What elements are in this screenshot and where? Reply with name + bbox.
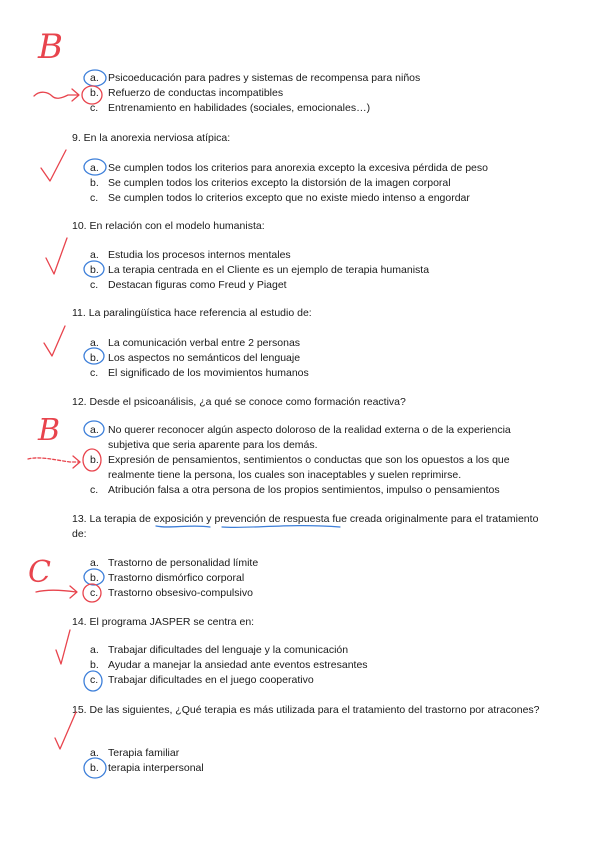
check-mark xyxy=(41,150,66,181)
option-text: Trastorno obsesivo-compulsivo xyxy=(108,587,253,599)
option-letter: c. xyxy=(90,102,99,114)
option-letter: c. xyxy=(90,587,99,599)
option-letter: c. xyxy=(90,367,99,379)
option-letter: b. xyxy=(90,572,99,584)
option-letter: c. xyxy=(90,279,99,291)
option-text: Se cumplen todos los criterios para anorexia excepto la excesiva pérdida de peso xyxy=(108,162,488,174)
option-letter: b. xyxy=(90,264,99,276)
option-text: Trastorno de personalidad límite xyxy=(108,557,259,569)
option-letter: a. xyxy=(90,424,99,436)
option-letter: a. xyxy=(90,249,99,261)
option-text: Trabajar dificultades del lenguaje y la comunicación xyxy=(108,644,349,656)
option-letter: c. xyxy=(90,674,99,686)
option-letter: b. xyxy=(90,762,99,774)
margin-mark-q13: C xyxy=(28,555,51,590)
arrow-head xyxy=(73,456,80,468)
option-letter: a. xyxy=(90,72,99,84)
check-mark xyxy=(56,630,70,664)
option-text: Trastorno dismórfico corporal xyxy=(108,572,245,584)
option-text: No querer reconocer algún aspecto doloroso de la realidad externa o de la experiencia subjetiva que seria aparente para los demás. xyxy=(108,424,511,451)
option-text: Psicoeducación para padres y sistemas de recompensa para niños xyxy=(108,72,421,84)
option-letter: c. xyxy=(90,484,99,496)
question-14: 14. El programa JASPER se centra en: xyxy=(72,616,255,628)
arrow-mark xyxy=(34,92,78,98)
question-text: fue creada originalmente para el tratamiento de: xyxy=(72,513,539,540)
option-text: Destacan figuras como Freud y Piaget xyxy=(108,279,287,291)
option-text: Se cumplen todos lo criterios excepto que no existe miedo intenso a engordar xyxy=(108,192,470,204)
question-15: 15. De las siguientes, ¿Qué terapia es más utilizada para el tratamiento del trastorno por atracones? xyxy=(72,704,540,716)
option-text: Terapia familiar xyxy=(108,747,180,759)
option-text: Los aspectos no semánticos del lenguaje xyxy=(108,352,301,364)
option-letter: a. xyxy=(90,747,99,759)
option-letter: c. xyxy=(90,192,99,204)
option-letter: b. xyxy=(90,177,99,189)
option-text: Se cumplen todos los criterios excepto la distorsión de la imagen corporal xyxy=(108,177,451,189)
option-letter: a. xyxy=(90,644,99,656)
option-letter: b. xyxy=(90,352,99,364)
option-text: La comunicación verbal entre 2 personas xyxy=(108,337,301,349)
option-text: Estudia los procesos internos mentales xyxy=(108,249,291,261)
arrow-head xyxy=(72,89,79,101)
question-10: 10. En relación con el modelo humanista: xyxy=(72,220,265,232)
arrow-head xyxy=(70,586,77,598)
question-12: 12. Desde el psicoanálisis, ¿a qué se conoce como formación reactiva? xyxy=(72,396,406,408)
question-text: 13. La terapia de xyxy=(72,513,154,525)
option-letter: a. xyxy=(90,162,99,174)
question-text: y xyxy=(203,513,215,525)
check-mark xyxy=(44,326,65,356)
underlined-term: prevención de respuesta xyxy=(214,513,330,525)
question-11: 11. La paralingüística hace referencia al estudio de: xyxy=(72,307,312,319)
option-text: Expresión de pensamientos, sentimientos o conductas que son los opuestos a los que realmente tiene la persona, los cuales son inaceptables y suelen reprimirse. xyxy=(108,454,510,481)
option-text: Atribución falsa a otra persona de los propios sentimientos, impulso o pensamientos xyxy=(108,484,500,496)
option-text: Ayudar a manejar la ansiedad ante eventos estresantes xyxy=(108,659,368,671)
option-letter: a. xyxy=(90,337,99,349)
option-letter: b. xyxy=(90,87,99,99)
option-letter: a. xyxy=(90,557,99,569)
option-text: terapia interpersonal xyxy=(108,762,204,774)
option-text: Trabajar dificultades en el juego cooperativo xyxy=(108,674,314,686)
option-text: Entrenamiento en habilidades (sociales, emocionales…) xyxy=(108,102,371,114)
question-13 xyxy=(72,512,542,542)
option-text: El significado de los movimientos humanos xyxy=(108,367,309,379)
margin-mark-q12: B xyxy=(38,413,61,448)
margin-mark-q8: B xyxy=(38,27,63,67)
option-text: La terapia centrada en el Cliente es un ejemplo de terapia humanista xyxy=(108,264,430,276)
option-letter: b. xyxy=(90,659,99,671)
check-mark xyxy=(46,238,67,274)
underlined-term: exposición xyxy=(153,513,204,525)
question-9: 9. En la anorexia nerviosa atípica: xyxy=(72,132,231,144)
arrow-mark xyxy=(28,458,80,462)
arrow-mark xyxy=(36,590,76,592)
option-text: Refuerzo de conductas incompatibles xyxy=(108,87,284,99)
option-letter: b. xyxy=(90,454,99,466)
